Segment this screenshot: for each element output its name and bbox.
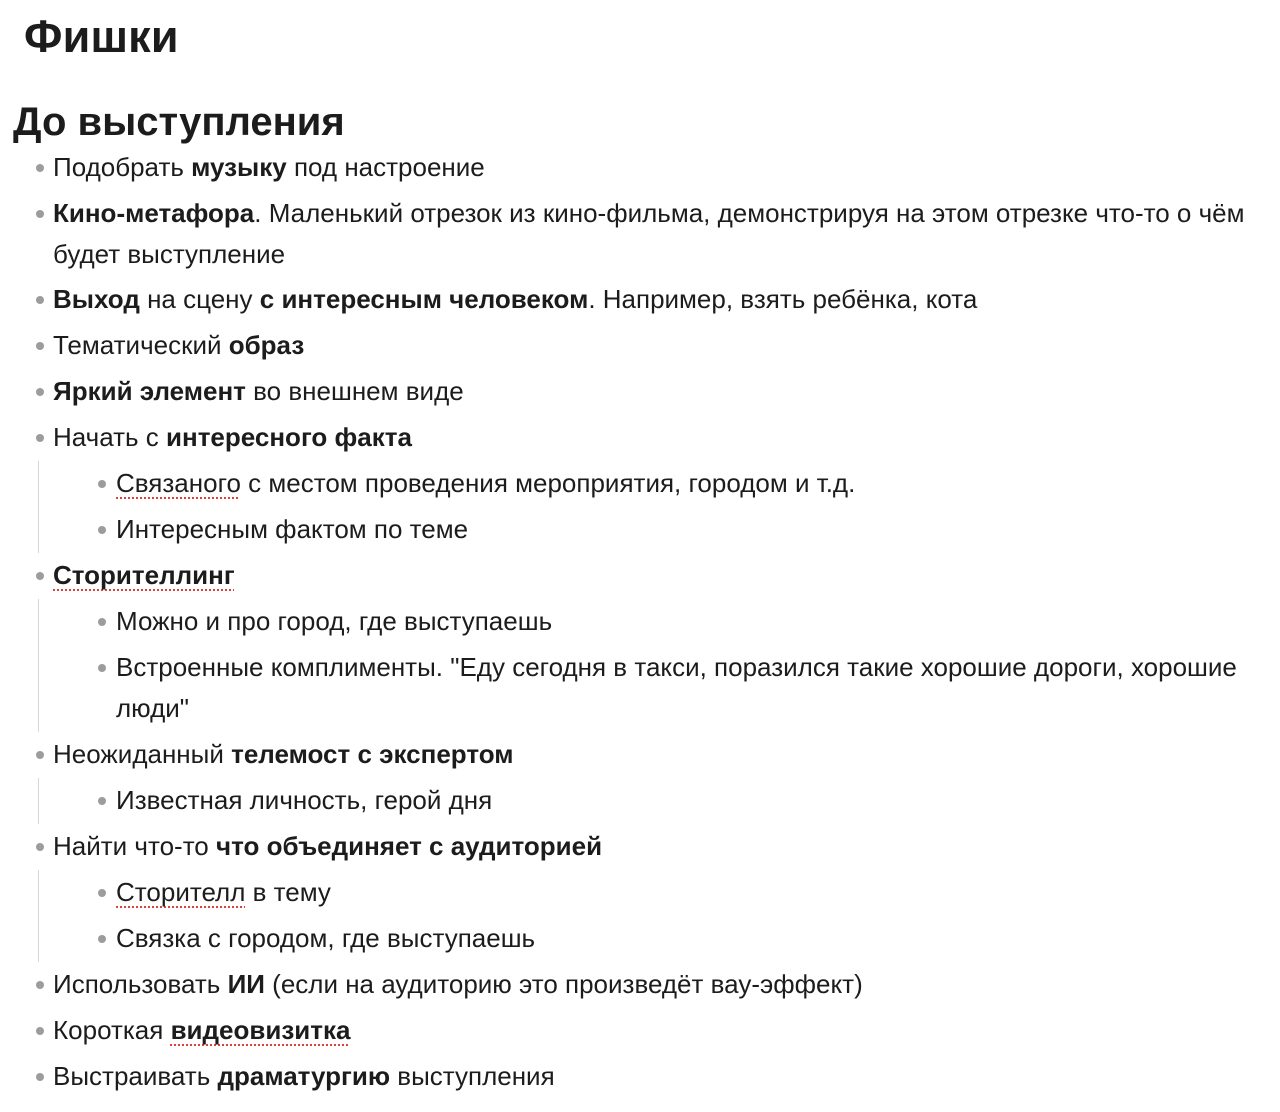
nested-list-item[interactable] bbox=[0, 870, 1250, 916]
list-item-text[interactable]: Сторителл в тему bbox=[116, 877, 331, 907]
spellcheck-word[interactable]: Связаного bbox=[116, 468, 241, 498]
nested-list-item[interactable] bbox=[0, 599, 1250, 645]
nested-list-item[interactable] bbox=[0, 507, 1250, 553]
list-item-text[interactable]: Тематический образ bbox=[53, 330, 305, 360]
bullet-dot-icon bbox=[98, 889, 106, 897]
bullet-dot-icon bbox=[36, 434, 44, 442]
list-item-text[interactable]: Связка с городом, где выступаешь bbox=[116, 923, 536, 953]
nested-list-item[interactable] bbox=[0, 645, 1250, 732]
bullet-dot-icon bbox=[36, 572, 44, 580]
list-item-text[interactable]: Выход на сцену с интересным человеком. Например, взять ребёнка, кота bbox=[53, 284, 978, 314]
bullet-list bbox=[0, 145, 1250, 1100]
nested-list bbox=[0, 461, 1250, 553]
list-item-text[interactable] bbox=[53, 553, 1250, 599]
bullet-dot-icon bbox=[36, 1027, 44, 1035]
nested-list bbox=[0, 870, 1250, 962]
nested-list-item[interactable] bbox=[0, 778, 1250, 824]
list-item-interesting-fact[interactable] bbox=[0, 415, 1250, 461]
bullet-dot-icon bbox=[36, 751, 44, 759]
list-item-text[interactable]: Можно и про город, где выступаешь bbox=[116, 606, 553, 636]
list-item-bright-element[interactable] bbox=[0, 369, 1250, 415]
list-item-text[interactable]: Кино-метафора. Маленький отрезок из кино-фильма, демонстрируя на этом отрезке что-то о чём будет выступление bbox=[53, 198, 1245, 269]
list-item-stage-entrance[interactable] bbox=[0, 277, 1250, 323]
bullet-dot-icon bbox=[36, 210, 44, 218]
list-item-text[interactable]: Короткая видеовизитка bbox=[53, 1015, 351, 1045]
bullet-dot-icon bbox=[98, 797, 106, 805]
list-item-thematic-image[interactable] bbox=[0, 323, 1250, 369]
list-item-text[interactable]: Подобрать музыку под настроение bbox=[53, 152, 485, 182]
list-item-text[interactable]: Выстраивать драматургию выступления bbox=[53, 1061, 555, 1091]
list-item-text[interactable]: Связаного с местом проведения мероприятия, городом и т.д. bbox=[116, 468, 856, 498]
bullet-dot-icon bbox=[36, 296, 44, 304]
list-item-storytelling[interactable] bbox=[0, 553, 1250, 599]
list-item-common-ground[interactable] bbox=[0, 824, 1250, 870]
spellcheck-word[interactable]: видеовизитка bbox=[170, 1015, 351, 1045]
bullet-dot-icon bbox=[36, 342, 44, 350]
nested-list bbox=[0, 778, 1250, 824]
list-item-telebridge[interactable] bbox=[0, 732, 1250, 778]
spellcheck-word[interactable]: Сторителлинг bbox=[53, 560, 235, 590]
section-heading: До выступления bbox=[13, 100, 345, 144]
list-item-video-card[interactable] bbox=[0, 1008, 1250, 1054]
bullet-dot-icon bbox=[98, 480, 106, 488]
list-item-text[interactable]: Использовать ИИ (если на аудиторию это произведёт вау-эффект) bbox=[53, 969, 863, 999]
bullet-dot-icon bbox=[36, 843, 44, 851]
bullet-dot-icon bbox=[98, 935, 106, 943]
list-item-text[interactable]: Неожиданный телемост с экспертом bbox=[53, 739, 514, 769]
bullet-dot-icon bbox=[36, 981, 44, 989]
list-item-text[interactable]: Встроенные комплименты. "Еду сегодня в такси, поразился такие хорошие дороги, хорошие люди" bbox=[116, 652, 1237, 723]
nested-list bbox=[0, 599, 1250, 732]
bullet-dot-icon bbox=[36, 1073, 44, 1081]
page-title: Фишки bbox=[24, 11, 179, 62]
list-item-music[interactable] bbox=[0, 145, 1250, 191]
list-item-text[interactable]: Найти что-то что объединяет с аудиторией bbox=[53, 831, 603, 861]
list-item-film-metaphor[interactable] bbox=[0, 191, 1250, 277]
bullet-dot-icon bbox=[36, 164, 44, 172]
list-item-text[interactable]: Начать с интересного факта bbox=[53, 422, 412, 452]
nested-list-item[interactable] bbox=[0, 916, 1250, 962]
bullet-dot-icon bbox=[98, 526, 106, 534]
list-item-text[interactable]: Интересным фактом по теме bbox=[116, 514, 469, 544]
spellcheck-word[interactable]: Сторителл bbox=[116, 877, 246, 907]
list-item-text[interactable]: Известная личность, герой дня bbox=[116, 785, 493, 815]
list-item-ai[interactable] bbox=[0, 962, 1250, 1008]
nested-list-item[interactable] bbox=[0, 461, 1250, 507]
list-item-text[interactable]: Яркий элемент во внешнем виде bbox=[53, 376, 464, 406]
bullet-dot-icon bbox=[98, 618, 106, 626]
bullet-dot-icon bbox=[98, 664, 106, 672]
bullet-dot-icon bbox=[36, 388, 44, 396]
list-item-dramaturgy[interactable] bbox=[0, 1054, 1250, 1100]
